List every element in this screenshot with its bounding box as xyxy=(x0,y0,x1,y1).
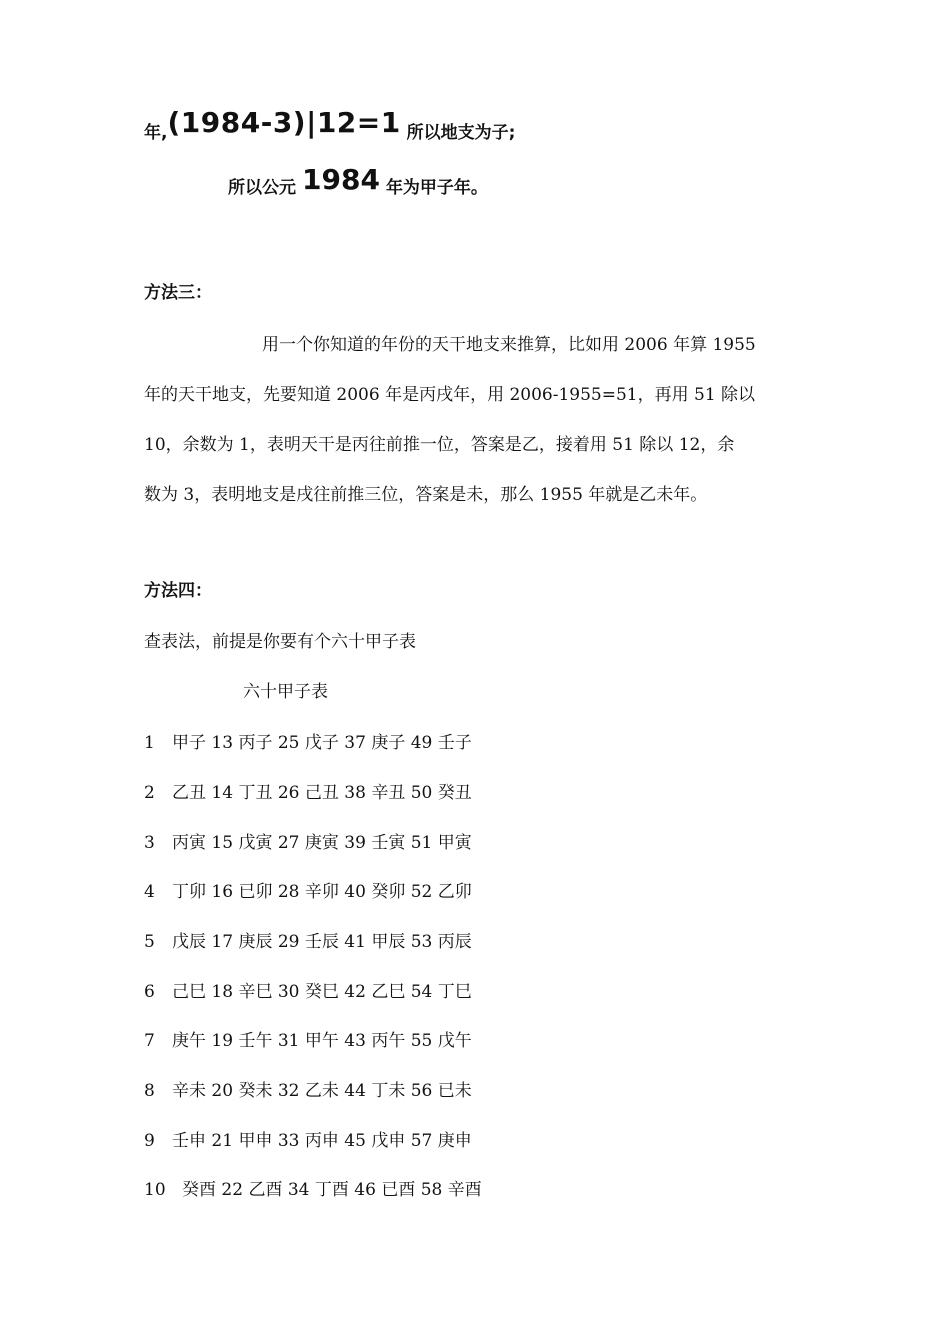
table-row xyxy=(144,977,472,1002)
row-number: 8 xyxy=(144,1081,155,1101)
formula-line-2 xyxy=(228,163,488,200)
formula-line-1 xyxy=(144,106,516,145)
table-title: 六十甲子表 xyxy=(243,682,328,702)
formula-year: 1984 xyxy=(302,163,380,196)
row-text: 甲子 13 丙子 25 戊子 37 庚子 49 壬子 xyxy=(172,733,472,753)
row-text: 庚午 19 壬午 31 甲午 43 丙午 55 戊午 xyxy=(172,1031,472,1051)
row-number: 6 xyxy=(144,982,155,1002)
row-number: 2 xyxy=(144,783,155,803)
method-3-line-4: 数为 3，表明地支是戌往前推三位，答案是未，那么 1955 年就是乙未年。 xyxy=(144,485,708,505)
table-row xyxy=(144,828,472,853)
formula-prefix: 年, xyxy=(144,123,168,143)
formula-suffix: 所以地支为子; xyxy=(406,123,516,143)
formula-expression: (1984-3)|12=1 xyxy=(167,106,401,139)
row-text: 戊辰 17 庚辰 29 壬辰 41 甲辰 53 丙辰 xyxy=(172,932,472,952)
row-number: 10 xyxy=(144,1180,166,1200)
row-number: 3 xyxy=(144,833,155,853)
formula-line2-suffix: 年为甲子年。 xyxy=(385,178,488,198)
method-3-line-1: 用一个你知道的年份的天干地支来推算，比如用 2006 年算 1955 xyxy=(262,335,756,355)
method-4-heading: 方法四： xyxy=(144,581,212,601)
table-row xyxy=(144,877,472,902)
row-number: 4 xyxy=(144,882,155,902)
method-3-line-3: 10，余数为 1，表明天干是丙往前推一位，答案是乙，接着用 51 除以 12，余 xyxy=(144,435,735,455)
row-text: 丙寅 15 戊寅 27 庚寅 39 壬寅 51 甲寅 xyxy=(172,833,472,853)
row-number: 7 xyxy=(144,1031,155,1051)
row-text: 己巳 18 辛巳 30 癸巳 42 乙巳 54 丁巳 xyxy=(172,982,472,1002)
table-row xyxy=(144,1076,472,1101)
table-row xyxy=(144,1126,472,1151)
row-text: 癸酉 22 乙酉 34 丁酉 46 已酉 58 辛酉 xyxy=(182,1180,482,1200)
method-3-line-2: 年的天干地支，先要知道 2006 年是丙戌年，用 2006-1955=51，再用 51 除以 xyxy=(144,385,756,405)
table-row xyxy=(144,1026,472,1051)
table-row xyxy=(144,927,472,952)
row-number: 5 xyxy=(144,932,155,952)
table-row xyxy=(144,728,472,753)
row-number: 1 xyxy=(144,733,155,753)
method-4-intro: 查表法，前提是你要有个六十甲子表 xyxy=(144,632,416,652)
method-3-heading: 方法三： xyxy=(144,283,212,303)
row-text: 丁卯 16 已卯 28 辛卯 40 癸卯 52 乙卯 xyxy=(172,882,472,902)
table-row xyxy=(144,1175,482,1200)
table-row xyxy=(144,778,472,803)
row-text: 壬申 21 甲申 33 丙申 45 戊申 57 庚申 xyxy=(172,1131,472,1151)
row-number: 9 xyxy=(144,1131,155,1151)
formula-line2-prefix: 所以公元 xyxy=(228,178,296,198)
row-text: 乙丑 14 丁丑 26 己丑 38 辛丑 50 癸丑 xyxy=(172,783,472,803)
row-text: 辛未 20 癸未 32 乙未 44 丁未 56 已未 xyxy=(172,1081,472,1101)
